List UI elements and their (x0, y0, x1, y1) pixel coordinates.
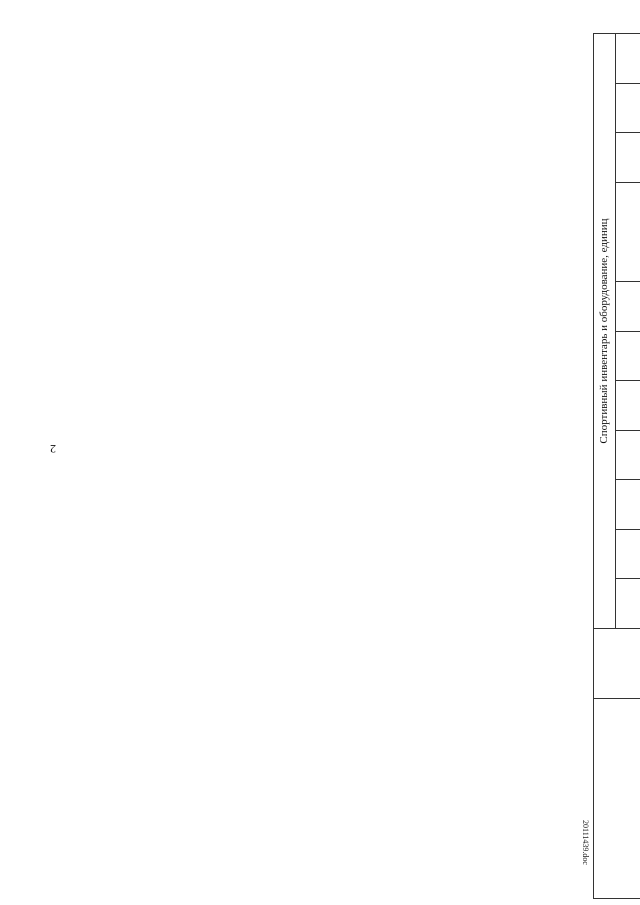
col-header-cartridges (616, 83, 640, 133)
group-header: Спортивный инвентарь и оборудование, единиц (594, 34, 616, 629)
quantity-header (594, 629, 640, 699)
col-header-sailboats (616, 381, 640, 431)
col-header-rifles (616, 133, 640, 183)
subject-header (594, 699, 640, 899)
col-header-hockey (616, 529, 640, 579)
col-header-wrestling (616, 579, 640, 629)
kayak-group-header (616, 182, 640, 281)
col-header-wheelchairs (616, 281, 640, 331)
col-header-fencing (616, 34, 640, 84)
footer-filename: 20111439.doc (581, 820, 590, 865)
rotated-table-container (593, 33, 640, 899)
col-header-sleds (616, 331, 640, 381)
inventory-table (593, 33, 640, 899)
col-header-skis (616, 480, 640, 530)
page-number: 2 (50, 442, 56, 456)
col-header-snowboards (616, 430, 640, 480)
